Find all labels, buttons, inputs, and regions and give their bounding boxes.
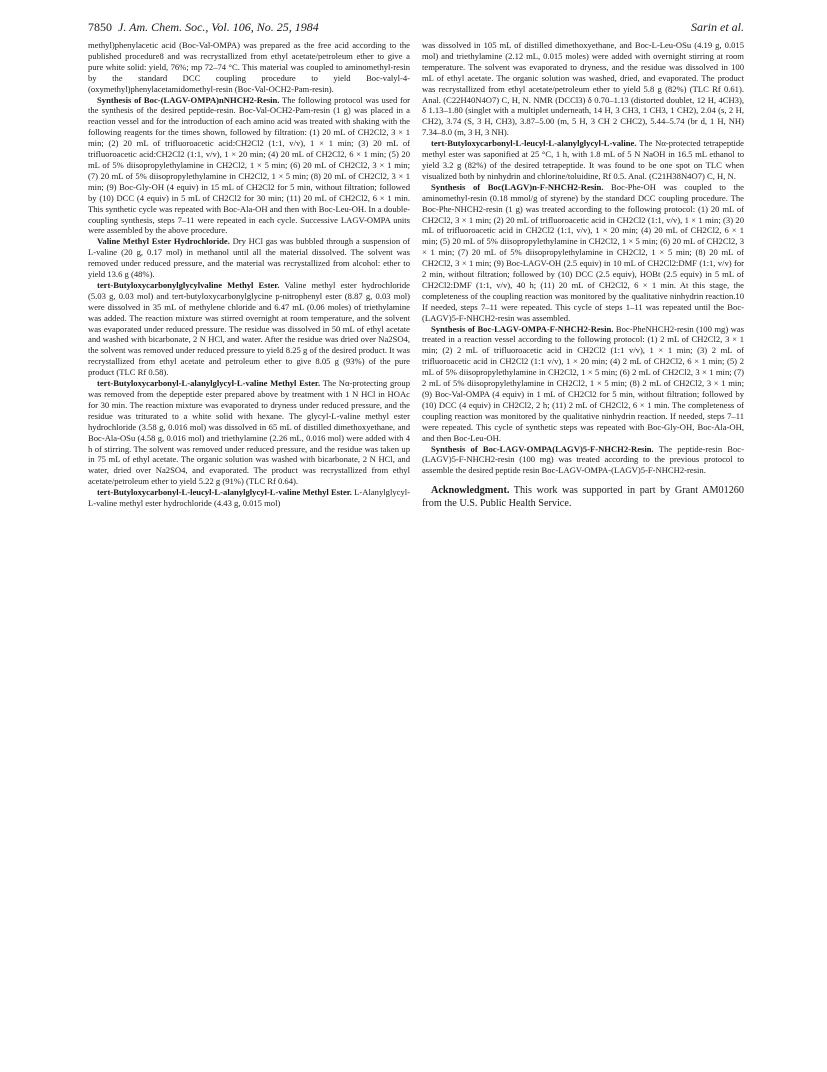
paragraph — [88, 95, 410, 237]
running-header — [88, 20, 744, 36]
paragraph-heading: Synthesis of Boc-LAGV-OMPA(LAGV)5-F-NHCH2-Resin. — [431, 443, 654, 454]
paragraph — [88, 40, 410, 95]
acknowledgment — [422, 485, 744, 510]
paragraph-heading: Synthesis of Boc-LAGV-OMPA-F-NHCH2-Resin. — [431, 323, 614, 334]
paragraph — [88, 280, 410, 378]
paragraph — [422, 444, 744, 477]
paragraph — [88, 487, 410, 509]
paragraph-heading: tert-Butyloxycarbonyl-L-leucyl-L-alanylglycyl-L-valine. — [431, 138, 637, 149]
paragraph-text: The peptide-resin Boc-(LAGV)5-F-NHCH2-resin (100 mg) was treated according to the previous protocol to assemble the desired peptide resin Boc-LAGV-OMPA-(LAGV)5-F-NHCH2-resin. — [422, 443, 744, 476]
paragraph — [422, 138, 744, 182]
left-text-column — [88, 40, 410, 509]
paragraph — [422, 40, 744, 138]
paragraph-text: was dissolved in 105 mL of distilled dimethoxyethane, and Boc-L-Leu-OSu (4.19 g, 0.015 mol) and triethylamine (2.12 mL, 0.015 moles) were added with overnight stirring at room temperature. The solvent was evaporated to dryness, and the residue was dissolved in 100 mL of ethyl acetate. The organic solution was washed, dried, and evaporated. The product was recrystallized from ethyl acetate/petroleum ether to yield 5.8 g (82%) (TLC Rf 0.61). Anal. (C22H40N4O7) C, H, N. NMR (DCCl3) δ 0.70–1.13 (distorted doublet, 12 H, 4CH3), δ 1.13–1.80 (singlet with a multiplet underneath, 14 H, 3 CH3, 1 CH3, 1 CH2), 2.04 (s, 2 H, CH2), 3.74 (S, 3 H, CH3), 3.87–5.00 (m, 5 H, 3 CH 2 CHC2), 5.44–5.74 (br d, 1 H, NH) 7.34–8.0 (m, 3 H, 3 NH). — [422, 40, 744, 138]
page-number: 7850 — [88, 20, 112, 34]
paragraph — [422, 324, 744, 444]
paragraph-heading: Valine Methyl Ester Hydrochloride. — [97, 236, 230, 247]
paragraph-text: The following protocol was used for the synthesis of the desired peptide-resin. Boc-Val-OCH2-Pam-resin (1 g) was placed in a reaction vessel and for the introduction of each amino acid was treated with shaking with the following reagents for the times shown, followed by filtration: (1) 20 mL of CH2Cl2, 3 × 1 min; (2) 20 mL of trifluoroacetic acid:CH2Cl2 (1:1, v/v), 1 × 1 min; (3) 20 mL of trifluoroacetic acid:CH2Cl2 (1:1, v/v), 1 × 20 min; (4) 20 mL of CH2Cl2, 6 × 1 min; (5) 20 mL of 5% diisopropylethylamine in CH2Cl2, 1 × 5 min; (6) 20 mL of CH2Cl2, 3 × 1 min; (7) 20 mL of 5% diisopropylethylamine in CH2Cl2, 1 × 5 min; (8) 20 mL of CH2Cl2, 3 × 1 min; (9) Boc-Gly-OH (4 equiv) in 15 mL of CH2Cl2 for 5 min, without filtration; followed by (10) DCC (4 equiv) in 5 mL of CH2Cl2 for 30 min; (11) 20 mL of CH2Cl2, 6 × 1 min. This synthetic cycle was repeated with Boc-Ala-OH and then with Boc-Leu-OH. In a double-coupling synthesis, steps 7–11 were repeated in each cycle. Successive LAGV-OMPA units were assembled by the above procedure. — [88, 94, 410, 236]
acknowledgment-text: This work was supported in part by Grant AM01260 from the U.S. Public Health Service. — [422, 485, 744, 509]
paragraph-text: Boc-Phe-OH was coupled to the aminomethyl-resin (0.18 mmol/g of styrene) by the standard DCC coupling procedure. The Boc-Phe-NHCH2-resin (1 g) was treated according to the following protocol: (1) 20 mL of CH2Cl2, 3 × 1 min; (2) 20 mL of trifluoroacetic acid in CH2Cl2 (1:1, v/v), 1 × 1 min; (3) 20 mL of trifluoroacetic acid in CH2Cl2 (1:1, v/v), 1 × 20 min; (4) 20 mL of CH2Cl2, 6 × 1 min; (5) 20 mL of 5% diisopropylethylamine in CH2Cl2, 1 × 5 min; (6) 20 mL of CH2Cl2, 3 × 1 min; (7) 20 mL of 5% diisopropylethylamine in CH2Cl2, 1 × 5 min; (8) 20 mL of CH2Cl2, 3 × 1 min; (9) Boc-LAGV-OH (2.5 equiv) in 10 mL of CH2Cl2:DMF (1:1, v/v) for 2 min, without filtration; followed by (10) DCC (2.5 equiv), HOBt (2.5 equiv) in 5 mL of CH2Cl2:DMF (1:1, v/v), 40 h; (11) 20 mL of CH2Cl2, 6 × 1 min. At this stage, the completeness of the coupling reaction was monitored by the qualitative ninhydrin reaction.10 If needed, steps 7–11 were repeated. This cycle of steps 1–11 was repeated until the Boc-(LAGV)5-F-NHCH2-resin was assembled. — [422, 181, 744, 323]
paragraph — [422, 182, 744, 324]
paragraph-text: methyl)phenylacetic acid (Boc-Val-OMPA) was prepared as the free acid according to the published procedure8 and was recrystallized from ethyl acetate/petroleum ether to give a pure white solid: yield, 76%; mp 72–74 °C. This material was coupled to aminomethyl-resin by the standard DCC coupling procedure to yield Boc-valyl-4-(oxymethyl)phenylacetamidomethyl-resin (Boc-Val-OCH2-Pam-resin). — [88, 40, 410, 94]
paragraph-text: Dry HCl gas was bubbled through a suspension of L-valine (20 g, 0.17 mol) in methanol until all the material dissolved. The solvent was removed under reduced pressure, and the material was recrystallized from alcohol: ether to yield 13.6 g (48%). — [88, 236, 410, 280]
paragraph-heading: tert-Butyloxycarbonylglycylvaline Methyl Ester. — [97, 279, 280, 290]
right-text-column — [422, 40, 744, 510]
journal-citation — [88, 20, 319, 35]
paragraph-heading: tert-Butyloxycarbonyl-L-leucyl-L-alanylglycyl-L-valine Methyl Ester. — [97, 487, 352, 498]
author-running-head: Sarin et al. — [691, 20, 744, 34]
paragraph-text: Boc-PheNHCH2-resin (100 mg) was treated in a reaction vessel according to the following protocol: (1) 2 mL of CH2Cl2, 3 × 1 min; (2) 2 mL of trifluoroacetic acid in CH2Cl2 (1:1 v/v), 1 × 1 min; (3) 2 mL of trifluoroacetic acid in CH2Cl2 (1:1 v/v), 1 × 20 min; (4) 2 mL of CH2Cl2, 6 × 1 min; (5) 2 mL of 5% diisopropylethylamine in CH2Cl2, 1 × 5 min; (6) 2 mL of CH2Cl2, 3 × 1 min; (7) 2 mL of 5% diisopropylethylamine in CH2Cl2, 1 × 5 min; (8) 2 mL of CH2Cl2, 3 × 1 min; (9) Boc-Val-OMPA (4 equiv) in 1 mL of CH2Cl2 for 5 min, without filtration; followed by (10) DCC (4 equiv) in CH2Cl2, 2 h; (11) 2 mL of CH2Cl2, 6 × 1 min. The completeness of coupling reaction was monitored by the qualitative ninhydrin reaction. If needed, steps 7–11 were repeated. This cycle of synthetic steps was repeated with Boc-Gly-OH, Boc-Ala-OH, and then Boc-Leu-OH. — [422, 323, 744, 443]
paragraph-heading: Synthesis of Boc-(LAGV-OMPA)nNHCH2-Resin. — [97, 94, 280, 105]
acknowledgment-heading: Acknowledgment. — [431, 485, 510, 497]
paragraph-heading: Synthesis of Boc(LAGV)n-F-NHCH2-Resin. — [431, 181, 604, 192]
paragraph-text: L-Alanylglycyl-L-valine methyl ester hydrochloride (4.43 g, 0.015 mol) — [88, 487, 410, 509]
journal-name: J. Am. Chem. Soc., Vol. 106, No. 25, 1984 — [118, 20, 319, 34]
paragraph-text: The Nα-protected tetrapeptide methyl ester was saponified at 25 °C, 1 h, with 1.8 mL of 5 N NaOH in 16.5 mL ethanol to yield 3.2 g (82%) of the desired tetrapeptide. It was found to be one spot on TLC when visualized both by ninhydrin and chlorine/toluidine, Rf 0.5. Anal. (C21H38N4O7) C, H, N. — [422, 138, 744, 181]
paragraph-text: Valine methyl ester hydrochloride (5.03 g, 0.03 mol) and tert-butyloxycarbonylglycine p-nitrophenyl ester (8.87 g, 0.03 mol) were dissolved in 35 mL of methylene chloride and 6.47 mL (0.06 moles) of triethylamine was added. The reaction mixture was stirred overnight at room temperature, and the solvent was evaporated under reduced pressure. The residue was dissolved in 50 mL of ethyl acetate and washed with bicarbonate, 2 N HCl, and water. After the residue was dried over Na2SO4, the solvent was removed under reduced pressure to yield 8.25 g of the desired product. It was recrystallized from ethyl acetate and petroleum ether to give 8.05 g (93%) of the pure product (TLC Rf 0.58). — [88, 279, 410, 378]
paragraph-text: The Nα-protecting group was removed from the depeptide ester prepared above by treatment with 1 N HCl in HOAc for 30 min. The reaction mixture was evaporated to dryness under reduced pressure, and the residue was triturated to a white solid with hexane. The glycyl-L-valine methyl ester hydrochloride (3.58 g, 0.016 mol) was dissolved in 65 mL of distilled dimethoxyethane, and Boc-Ala-OSu (4.58 g, 0.016 mol) and triethylamine (2.26 mL, 0.016 mol) were added with 4 h of stirring. The solvent was removed under reduced pressure, and the residue was taken up in 75 mL of ethyl acetate. The organic solution was washed with bicarbonate, 2 N HCl, and water, dried over Na2SO4, and evaporated. The product was recrystallized from ethyl acetate/petroleum ether to yield 5.22 g (91%) (TLC Rf 0.64). — [88, 378, 410, 487]
paragraph — [88, 378, 410, 487]
paragraph — [88, 236, 410, 280]
paragraph-heading: tert-Butyloxycarbonyl-L-alanylglycyl-L-valine Methyl Ester. — [97, 378, 321, 389]
